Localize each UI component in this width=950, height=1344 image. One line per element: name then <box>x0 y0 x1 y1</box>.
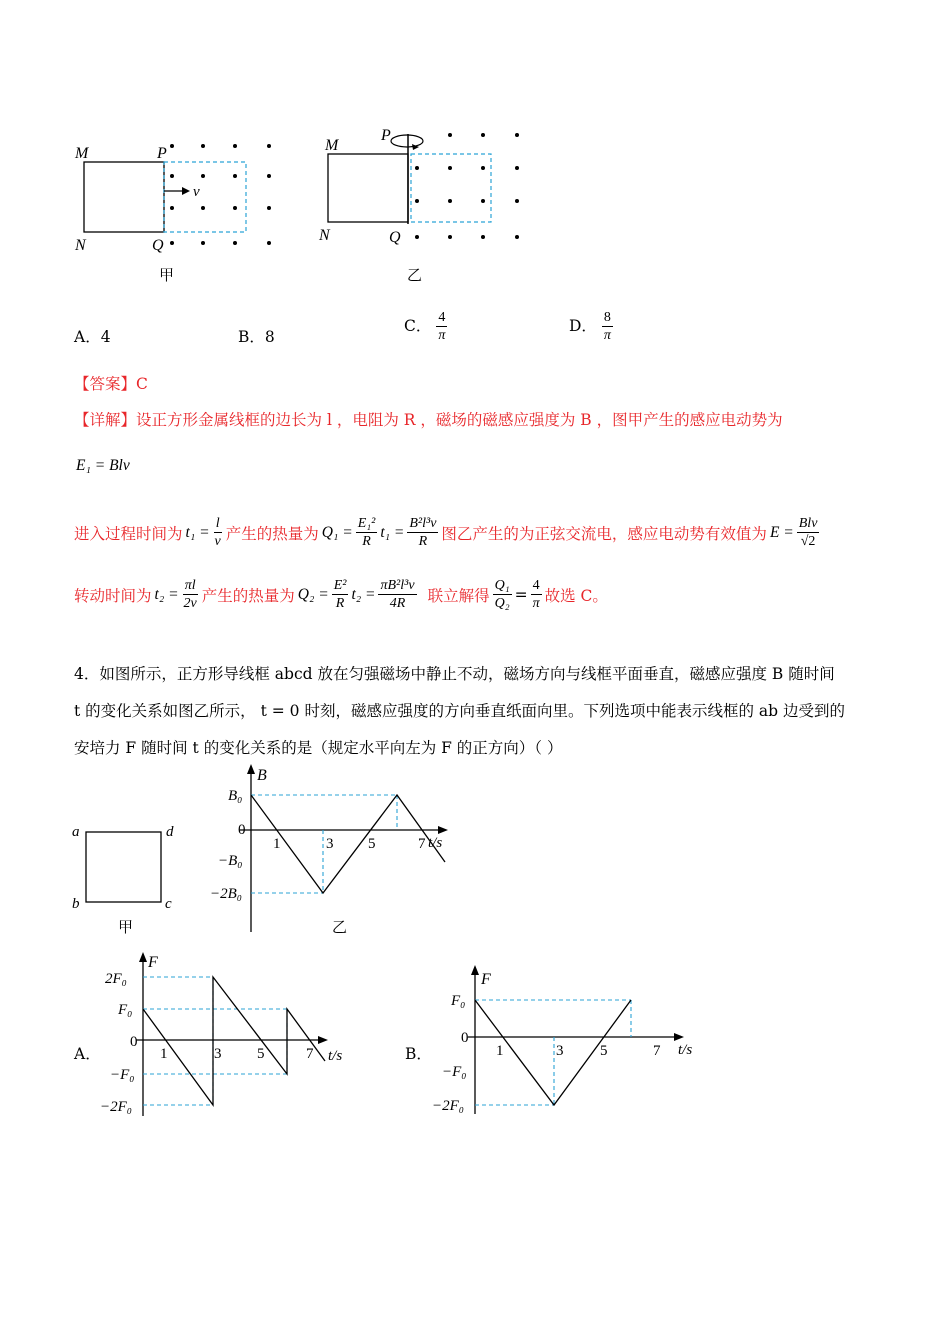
tick-7: 7 <box>418 836 426 852</box>
label-M: M <box>75 145 89 162</box>
caption-yi: 乙 <box>407 268 423 284</box>
label-Q: Q <box>389 229 401 246</box>
tick-neg-2f0: −2F₀ <box>100 1099 132 1115</box>
axis-x-label: t/s <box>428 835 443 851</box>
axis-y-label: F <box>481 971 491 988</box>
label-c: c <box>165 896 172 912</box>
option-b-value: 8 <box>264 328 275 346</box>
caption-yi: 乙 <box>332 920 348 936</box>
label-b: b <box>72 896 80 912</box>
tick-1: 1 <box>496 1043 504 1059</box>
q4-option-b-label[interactable]: B． <box>405 1045 432 1063</box>
q3-figure-jia <box>70 130 290 290</box>
option-a-value: 4 <box>100 328 111 346</box>
option-c-label: C． <box>404 316 432 335</box>
q4-line-1: 4．如图所示，正方形导线框 abcd 放在匀强磁场中静止不动，磁场方向与线框平面垂直，磁感应强度 B 随时间 <box>74 665 835 683</box>
q4-option-a-graph[interactable] <box>100 950 360 1120</box>
option-a-label: A． <box>74 328 101 346</box>
tick-5: 5 <box>600 1043 608 1059</box>
origin-label: 0 <box>238 822 246 838</box>
tick-2f0: 2F₀ <box>105 971 127 987</box>
detail-line-4: 转动时间为 t₂ = $\frac{\pi l}{2v}$ 产生的热量为 Q₂ = $\frac{\text{E²}}{R}$ t₂ = $\frac{\text{πB²l³v}}{4R}$ 联立解得 $\frac{\text{Q₁}}{\text{Q₂}}$ = $\frac{4}{\pi}$ 故选 C。 <box>74 578 608 612</box>
detail-prefix: 【详解】 <box>74 411 137 429</box>
tick-f0: F₀ <box>451 993 466 1009</box>
tick-b0: B₀ <box>228 788 243 804</box>
axis-x-label: t/s <box>678 1042 693 1058</box>
detail-line-3: 进入过程时间为 t₁ = $\frac{l}{v}$ 产生的热量为 Q₁ = $\frac{\text{E₁²}}{R}$ t₁ = $\frac{\text{B²l³v}}{R}$ 图乙产生的为正弦交流电，感应电动势有效值为 E = $\frac{\text{Blv}}{√2}$ <box>74 516 818 550</box>
tick-5: 5 <box>368 836 376 852</box>
option-d[interactable] <box>569 310 613 344</box>
label-N: N <box>75 237 86 254</box>
option-b[interactable] <box>238 325 275 347</box>
option-a[interactable] <box>74 325 111 347</box>
q4-graph-b <box>200 762 470 942</box>
tick-5: 5 <box>257 1046 265 1062</box>
tick-1: 1 <box>273 836 281 852</box>
detail-text: 设正方形金属线框的边长为 l ，电阻为 R ，磁场的磁感应强度为 B ，图甲产生的感应电动势为 <box>136 411 783 429</box>
q4-line-2: t 的变化关系如图乙所示， t = 0 时刻，磁感应强度的方向垂直纸面向里。下列选项中能表示线框的 ab 边受到的 <box>74 702 845 720</box>
option-d-label: D． <box>569 316 597 335</box>
label-M: M <box>325 137 339 154</box>
tick-neg-2f0: −2F₀ <box>432 1098 464 1114</box>
label-d: d <box>166 824 174 840</box>
q4-line-3: 安培力 F 随时间 t 的变化关系的是（规定水平向左为 F 的正方向）（ ） <box>74 739 563 757</box>
tick-3: 3 <box>556 1043 564 1059</box>
label-P: P <box>381 127 391 144</box>
tick-f0: F₀ <box>118 1002 133 1018</box>
e1-formula: E₁ = Blv <box>76 457 130 474</box>
label-v: v <box>193 184 200 200</box>
tick-neg-f0: −F₀ <box>442 1064 467 1080</box>
tick-neg-f0: −F₀ <box>110 1067 135 1083</box>
tick-neg-2b0: −2B₀ <box>210 886 242 902</box>
label-a: a <box>72 824 80 840</box>
caption-jia: 甲 <box>118 920 134 936</box>
caption-jia: 甲 <box>159 268 175 284</box>
option-c-frac: $\frac{4}{\pi}$ <box>438 310 446 344</box>
q4-option-a-label[interactable]: A． <box>74 1045 101 1063</box>
q3-figure-yi <box>315 120 545 290</box>
tick-3: 3 <box>326 836 334 852</box>
axis-x-label: t/s <box>328 1048 343 1064</box>
tick-1: 1 <box>160 1046 168 1062</box>
origin-label: 0 <box>461 1030 469 1046</box>
origin-label: 0 <box>130 1034 138 1050</box>
tick-7: 7 <box>653 1043 661 1059</box>
q4-option-b-graph[interactable] <box>428 962 708 1122</box>
detail-line-1 <box>74 408 783 430</box>
option-c[interactable] <box>404 310 447 344</box>
axis-y-label: F <box>148 954 158 971</box>
label-N: N <box>319 227 330 244</box>
tick-neg-b0: −B₀ <box>218 853 243 869</box>
answer: 【答案】C <box>74 375 148 393</box>
tick-3: 3 <box>214 1046 222 1062</box>
label-Q: Q <box>152 237 164 254</box>
label-P: P <box>157 145 167 162</box>
q4-figure-jia <box>66 820 186 940</box>
axis-y-label: B <box>257 767 267 784</box>
option-d-frac: $\frac{8}{\pi}$ <box>603 310 611 344</box>
tick-7: 7 <box>306 1046 314 1062</box>
option-b-label: B． <box>238 328 265 346</box>
